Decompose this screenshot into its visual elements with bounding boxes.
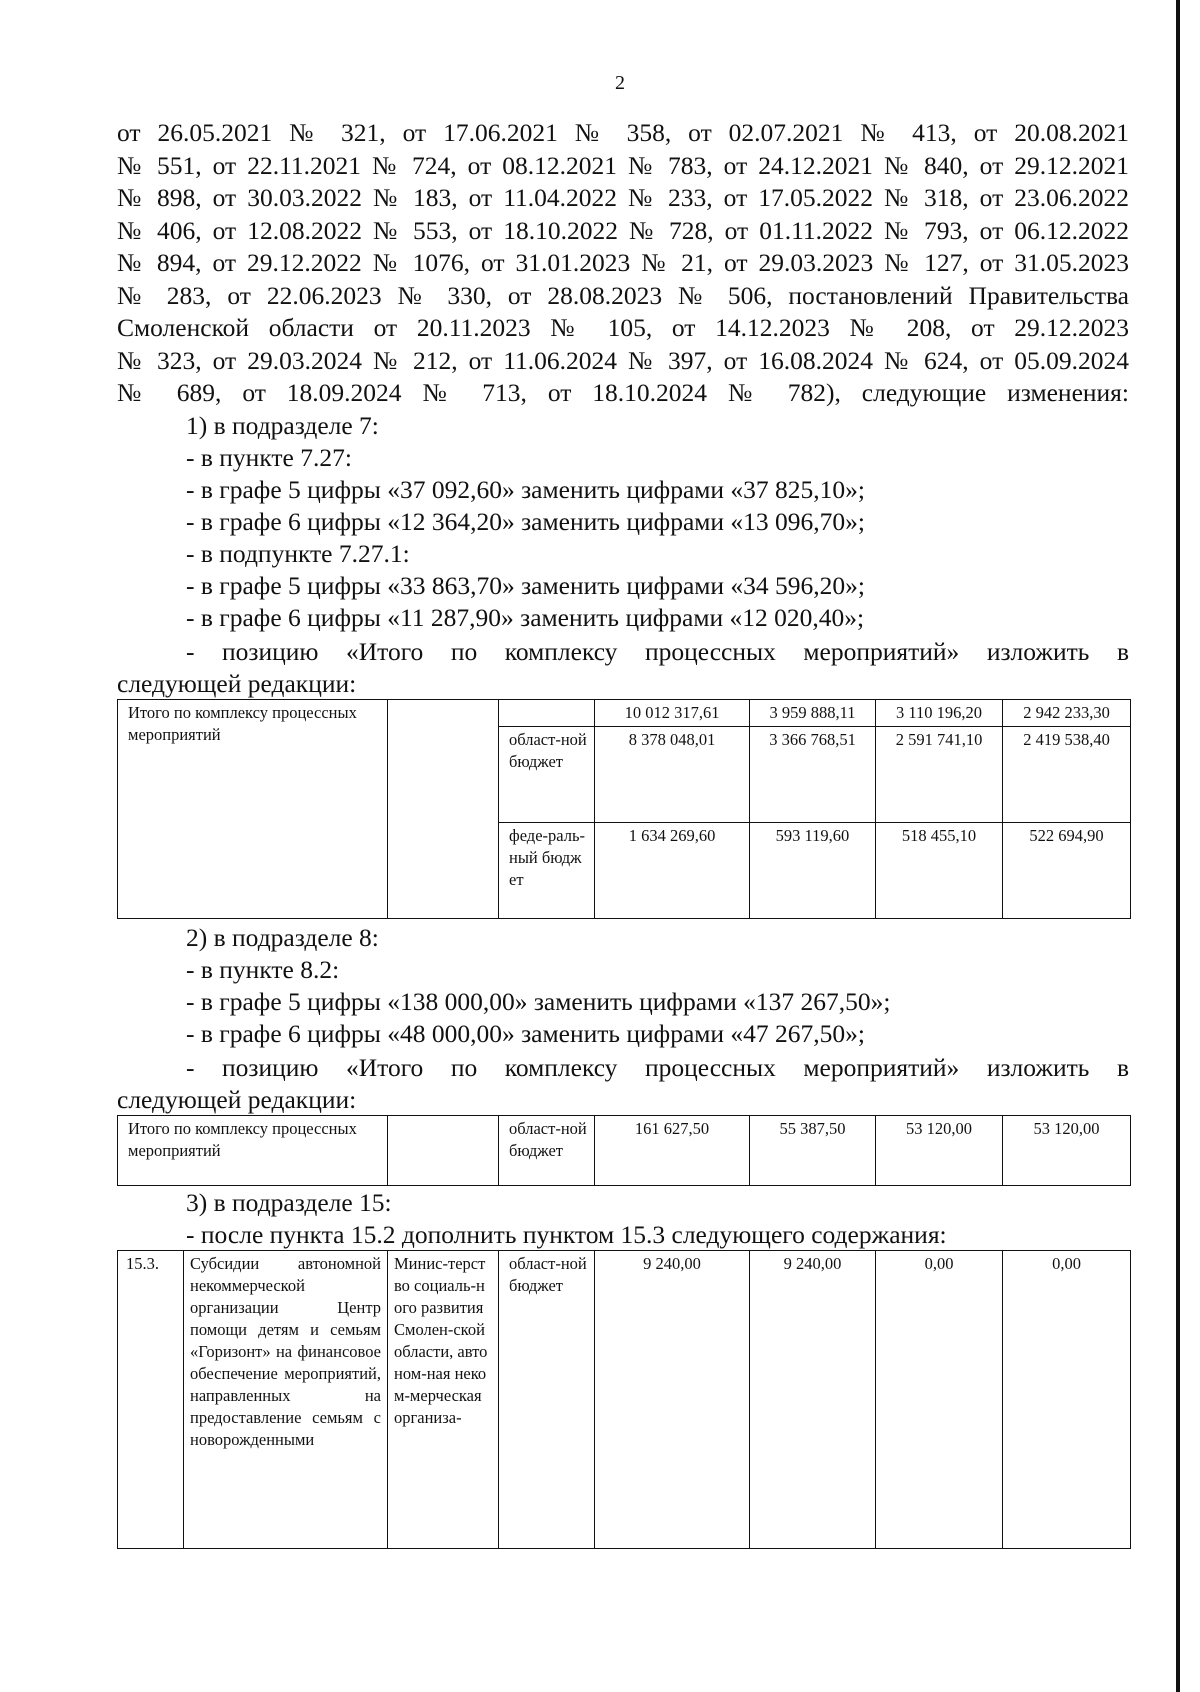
table-cell-source: област-ной бюджет [499, 1251, 595, 1549]
section1-table [117, 699, 1131, 919]
table-row [118, 1251, 1131, 1549]
table-cell-value: 1 634 269,60 [595, 823, 750, 919]
section2-line: - в пункте 8.2: [186, 955, 340, 984]
table-cell-total: 10 012 317,61 [595, 700, 750, 727]
table-cell-number: 15.3. [118, 1251, 184, 1549]
table-cell-value: 522 694,90 [1003, 823, 1131, 919]
table-cell-value: 2 591 741,10 [876, 727, 1003, 823]
table-cell-empty [388, 700, 499, 919]
intro-line-last: № 689, от 18.09.2024 № 713, от 18.10.2024 № 782), следующие изменения: [117, 378, 1129, 407]
section2-heading: 2) в подразделе 8: [186, 923, 379, 952]
section1-line: - в графе 6 цифры «12 364,20» заменить цифрами «13 096,70»; [186, 507, 866, 536]
section3-line: - после пункта 15.2 дополнить пунктом 15.3 следующего содержания: [186, 1220, 947, 1249]
table-cell-value: 9 240,00 [595, 1251, 750, 1549]
intro-line: от 26.05.2021 № 321, от 17.06.2021 № 358, от 02.07.2021 № 413, от 20.08.2021 [117, 118, 1129, 147]
table-cell-value: 518 455,10 [876, 823, 1003, 919]
table-cell-total: 2 942 233,30 [1003, 700, 1131, 727]
table-cell-value: 0,00 [1003, 1251, 1131, 1549]
table-cell-executor: Минис-терство социаль-ного развития Смолен-ской области, автоном-ная неком-мерческая организа- [388, 1251, 499, 1549]
intro-line: № 406, от 12.08.2022 № 553, от 18.10.2022 № 728, от 01.11.2022 № 793, от 06.12.2022 [117, 215, 1129, 245]
table-cell-value: 8 378 048,01 [595, 727, 750, 823]
table-cell-value: 9 240,00 [750, 1251, 876, 1549]
section1-line: - в графе 5 цифры «33 863,70» заменить цифрами «34 596,20»; [186, 571, 866, 600]
section1-position-line: - позицию «Итого по комплексу процессных мероприятий» изложить в [186, 637, 1129, 666]
table-cell-value: 2 419 538,40 [1003, 727, 1131, 823]
section1-position-line-2: следующей редакции: [117, 669, 357, 698]
table-cell-source: област-ной бюджет [499, 727, 595, 823]
table-cell-value: 593 119,60 [750, 823, 876, 919]
table-cell-value: 53 120,00 [876, 1116, 1003, 1186]
section1-line: - в графе 6 цифры «11 287,90» заменить цифрами «12 020,40»; [186, 603, 865, 632]
intro-paragraph [117, 117, 1129, 410]
section2-line: - в графе 5 цифры «138 000,00» заменить цифрами «137 267,50»; [186, 987, 891, 1016]
table-cell-source: феде-раль-ный бюджет [499, 823, 595, 919]
section3-table [117, 1250, 1131, 1549]
section2-position-line-2: следующей редакции: [117, 1085, 357, 1114]
intro-line: № 894, от 29.12.2022 № 1076, от 31.01.2023 № 21, от 29.03.2023 № 127, от 31.05.2023 [117, 248, 1129, 277]
section2-position-line: - позицию «Итого по комплексу процессных мероприятий» изложить в [186, 1053, 1129, 1082]
table-cell-empty [499, 700, 595, 727]
table-cell-total: 3 959 888,11 [750, 700, 876, 727]
table-cell-name: Итого по комплексу процессных мероприятий [118, 700, 388, 919]
page-number: 2 [615, 72, 625, 94]
intro-line: № 283, от 22.06.2023 № 330, от 28.08.2023 № 506, постановлений Правительства [117, 280, 1129, 310]
table-cell-value: 0,00 [876, 1251, 1003, 1549]
table-row [118, 700, 1131, 727]
table-cell-value: 3 366 768,51 [750, 727, 876, 823]
table-cell-value: 55 387,50 [750, 1116, 876, 1186]
section1-line: - в графе 5 цифры «37 092,60» заменить цифрами «37 825,10»; [186, 475, 866, 504]
table-cell-total: 3 110 196,20 [876, 700, 1003, 727]
section1-line: - в пункте 7.27: [186, 443, 352, 472]
table-cell-name: Итого по комплексу процессных мероприятий [118, 1116, 388, 1186]
table-cell-source: област-ной бюджет [499, 1116, 595, 1186]
table-cell-value: 161 627,50 [595, 1116, 750, 1186]
table-cell-empty [388, 1116, 499, 1186]
section1-heading: 1) в подразделе 7: [186, 411, 379, 440]
table-cell-description: Субсидии автономной некоммерческой организации Центр помощи детям и семьям «Горизонт» на финансовое обеспечение мероприятий, направленных на предоставление семьям с новорожденными [184, 1251, 388, 1549]
table-cell-value: 53 120,00 [1003, 1116, 1131, 1186]
section2-line: - в графе 6 цифры «48 000,00» заменить цифрами «47 267,50»; [186, 1019, 866, 1048]
table-row [118, 1116, 1131, 1186]
page-edge-line [1176, 0, 1180, 1692]
section2-table [117, 1115, 1131, 1186]
section1-line: - в подпункте 7.27.1: [186, 539, 410, 568]
section3-heading: 3) в подразделе 15: [186, 1188, 392, 1217]
intro-line: № 898, от 30.03.2022 № 183, от 11.04.2022 № 233, от 17.05.2022 № 318, от 23.06.2022 [117, 183, 1129, 212]
intro-line: Смоленской области от 20.11.2023 № 105, от 14.12.2023 № 208, от 29.12.2023 [117, 313, 1129, 342]
intro-line: № 551, от 22.11.2021 № 724, от 08.12.2021 № 783, от 24.12.2021 № 840, от 29.12.2021 [117, 150, 1129, 180]
intro-line: № 323, от 29.03.2024 № 212, от 11.06.2024 № 397, от 16.08.2024 № 624, от 05.09.2024 [117, 345, 1129, 375]
